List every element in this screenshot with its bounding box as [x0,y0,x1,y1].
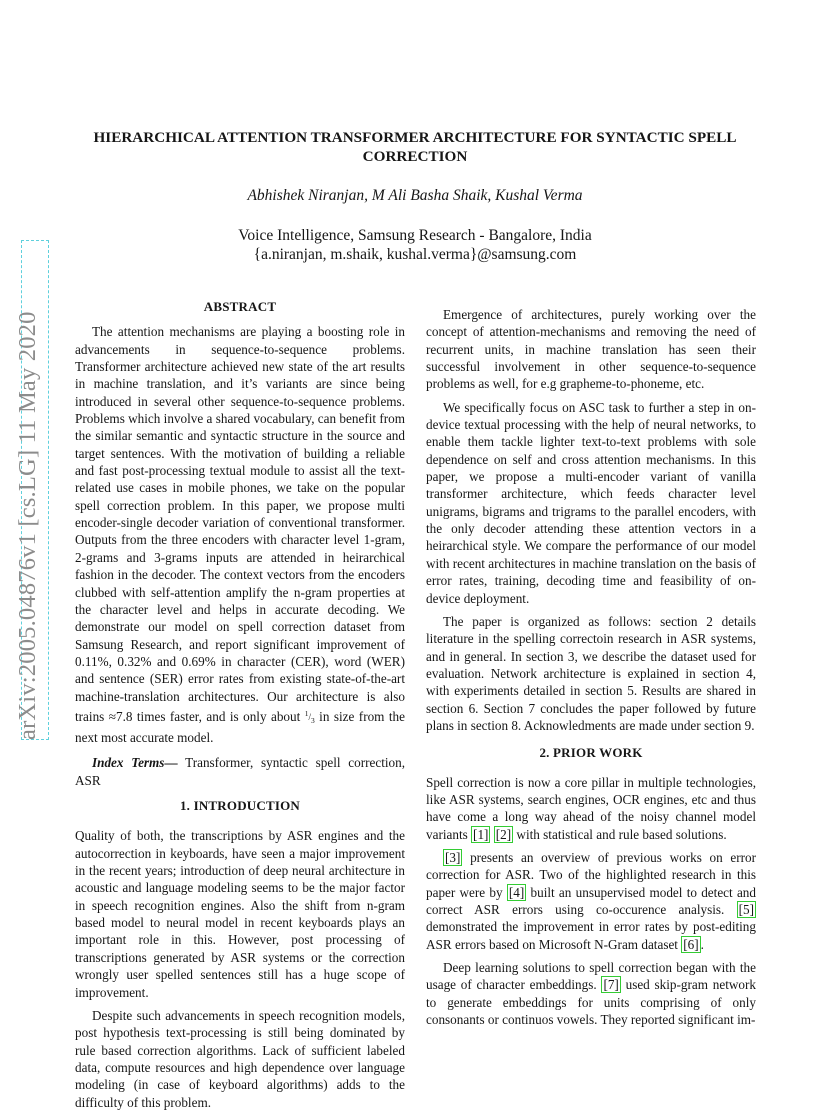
citation-link-1[interactable]: [1] [473,826,489,842]
citation-link-5[interactable]: [5] [738,902,754,917]
prior-work-text: demonstrated the improvement in error rates by post-editing ASR errors based on Microsoft N-Gram dataset [426,919,756,952]
intro-paragraph-3: Emergence of architectures, purely working over the concept of attention-mechanisms and removing the need of recurrent units, in machine translation has seen their successful involvement in other sequence-to-sequence problems as well, for e.g grapheme-to-phoneme, etc. [426,307,756,392]
intro-paragraph-5: The paper is organized as follows: section 2 details literature in the spelling correctoin research in ASR systems, and in general. In section 3, we describe the dataset used for evaluation. Network architecture is explained in section 4, with experiments detailed in section 5. Results are shared in section 6. Section 7 concludes the paper followed by future plans in section 8. Acknowledments are made under section 9. [426,613,756,733]
intro-paragraph-1: Quality of both, the transcriptions by ASR engines and the autocorrection in keyboards, have seen a major improvement in the recent years; introduction of deep neural architecture in acoustic and language modeling seems to be the major factor in speech recognition engines. Also the shift from n-gram based model to neural model in recent keyboards plays an important role in this. However, post processing of transcriptions generated by ASR systems or the correction wrongly user spelled sentences still has a huge scope of improvement. [75,828,405,1000]
abstract-heading: ABSTRACT [203,299,277,314]
prior-work-text: presents an overview of previous works on error correction for ASR. Two of the highlighted research in this paper were by [426,849,756,900]
fraction: $^1/_3$ [304,708,315,725]
fraction-numerator: 1 [304,708,309,718]
index-terms-label: Index Terms— [92,755,178,771]
prior-work-text: used skip-gram network to generate embeddings for units comprising of only consonants or continuos vowels. They reported significant im- [426,977,756,1028]
prior-work-text: built an unsupervised model to detect and correct ASR errors using co-occurence analysis. [426,884,756,917]
paper-affiliation [75,226,755,264]
prior-work-text: Deep learning solutions to spell correction began with the usage of character embeddings. [426,960,756,993]
paper-title: HIERARCHICAL ATTENTION TRANSFORMER ARCHITECTURE FOR SYNTACTIC SPELL CORRECTION [93,129,737,165]
intro-paragraph-2: Despite such advancements in speech recognition models, post hypothesis text-processing is still being dominated by rule based correction algorithms. Lack of sufficient labeled data, compute resources and high dependence over language modeling (in case of keyboard algorithms) adds to the difficulty of this problem. [75,1007,405,1110]
citation-link-4[interactable]: [4] [508,884,525,900]
prior-work-text: . [700,936,704,952]
fraction-denominator: 3 [310,715,315,725]
index-terms [75,754,405,789]
right-column [426,300,756,1028]
email-line: {a.niranjan, m.shaik, kushal.verma}@samsung.com [253,246,577,263]
citation-link-7[interactable]: [7] [603,977,619,993]
section1-heading: 1. INTRODUCTION [179,798,300,814]
prior-work-text: Spell correction is now a core pillar in multiple technologies, like ASR systems, search engines, OCR engines, etc and thus have come a long way ahead of the noisy channel model variants [426,774,756,842]
prior-work-text: with statistical and rule based solutions. [513,826,727,842]
citation-link-3[interactable]: [3] [445,849,461,865]
citation-link-6[interactable]: [6] [683,936,699,952]
left-column [75,298,405,1111]
prior-work-paragraph-2 [426,849,756,953]
paper-authors: Abhishek Niranjan, M Ali Basha Shaik, Kushal Verma [247,187,583,204]
prior-work-paragraph-1 [426,774,756,843]
abstract-end: in size from the next most accurate model. [75,708,405,746]
abstract-body: The attention mechanisms are playing a boosting role in advancements in sequence-to-sequence problems. Transformer architecture achieved new state of the art results in machine translation, and it’s variants are since being introduced in several other sequence-to-sequence problems. Problems which involve a shared vocabulary, can benefit from the similar semantic and syntactic structure in the source and target sentences. With the motivation of building a reliable and fast post-processing textual module to assist all the text-related use cases in mobile phones, we take on the popular spell correction problem. In this paper, we propose multi encoder-single decoder variation of conventional transformer. Outputs from the three encoders with character level 1-gram, 2-grams and 3-grams inputs are attended in heirarchical fashion in the decoder. The context vectors from the encoders clubbed with self-attention amplify the n-gram properties at the character level and helps in accurate decoding. We demonstrate our model on spell correction dataset from Samsung Research, and report significant improvement of 0.11%, 0.32% and 0.69% in character (CER), word (WER) and sentence (SER) error rates from existing state-of-the-art machine-translation architectures. Our architecture is also trains ≈7.8 times faster, and is only about [75,324,405,724]
arxiv-stamp[interactable]: arXiv:2005.04876v1 [cs.LG] 11 May 2020 [14,311,41,740]
citation-link-2[interactable]: [2] [495,826,512,842]
intro-paragraph-4: We specifically focus on ASC task to further a step in on-device textual processing with the help of neural networks, to enable them tackle lighter text-to-text problems with sole dependence on self and cross attention mechanisms. In this paper, we propose a multi-encoder variant of vanilla transformer architecture, which feeds character level unigrams, bigrams and trigrams to the parallel encoders, with the only decoder attending these attention vectors in a heirarchical style. We compare the performance of our model with recent architectures in machine translation on the basis of error rates, training, decoding time and feasibility of on-device deployment. [426,399,756,606]
prior-work-paragraph-3 [426,959,756,1028]
abstract-text [75,323,405,746]
affiliation-line: Voice Intelligence, Samsung Research - Bangalore, India [238,227,592,244]
section2-heading: 2. PRIOR WORK [539,745,643,761]
index-terms-text: Transformer, syntactic spell correction, ASR [75,755,406,788]
